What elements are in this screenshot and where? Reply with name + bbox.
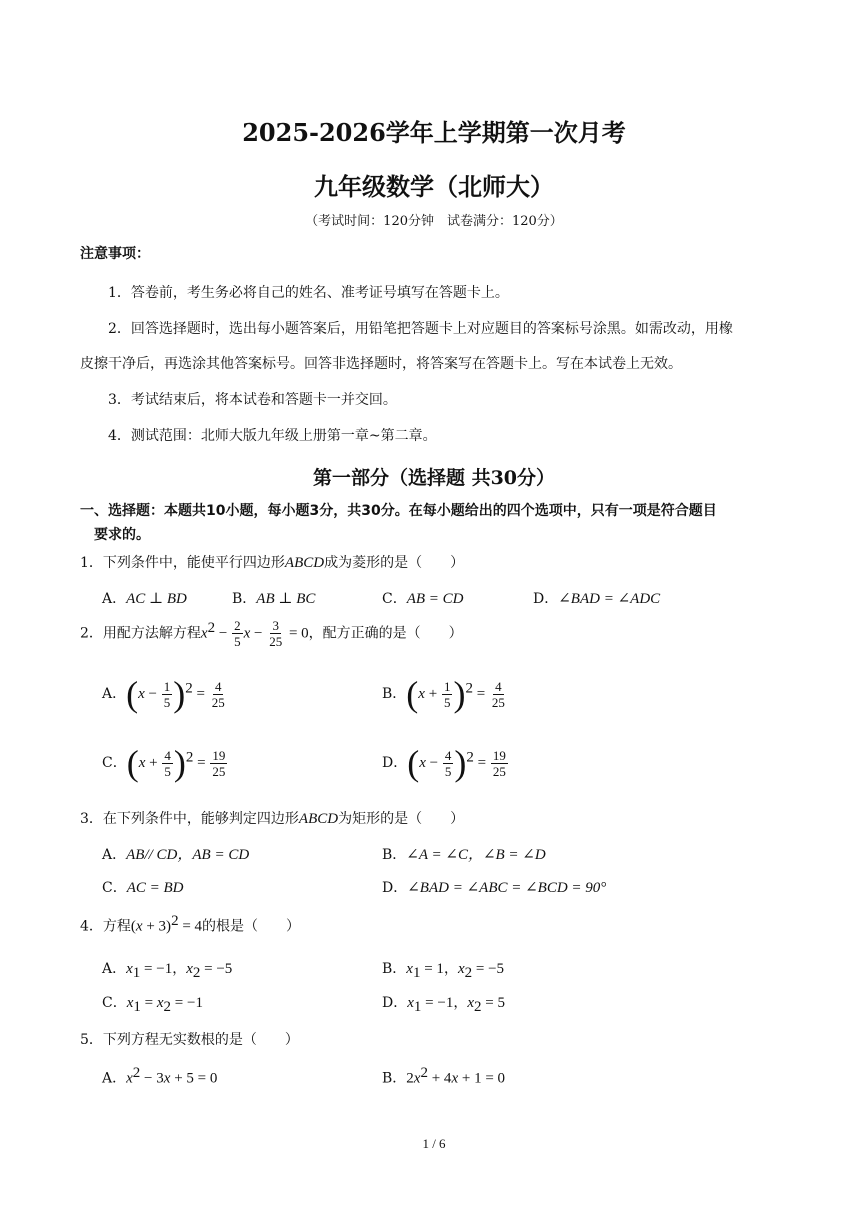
q2-option-a: A．(x − $\frac{1}{5}$ )$^2$ = $\frac{4}{25}$: [102, 674, 225, 714]
exam-title: 2025-2026学年上学期第一次月考: [242, 118, 626, 147]
question-1-stem: 1．下列条件中，能使平行四边形ABCD成为菱形的是（ ）: [80, 555, 465, 571]
notice-item-2: 2．回答选择题时，选出每小题答案后，用铅笔把答题卡上对应题目的答案标号涂黑。如需改动，用橡: [108, 321, 733, 337]
question-3-stem: 3．在下列条件中，能够判定四边形ABCD为矩形的是（ ）: [80, 811, 465, 827]
q4-option-a: A．$x_1 = -1$，$x_2 = -5$: [102, 961, 233, 981]
q4-option-d: D．$x_1 = -1$，$x_2 = 5$: [382, 995, 505, 1015]
section-instructions-cont: 要求的。: [94, 527, 150, 543]
q1-option-b: B．AB ⊥ BC: [232, 591, 316, 607]
q2-option-b: B．(x + $\frac{1}{5}$ )$^2$ = $\frac{4}{25}$: [382, 674, 505, 714]
exam-subject-title: 九年级数学（北师大）: [314, 172, 554, 201]
q4-option-b: B．$x_1 = 1$，$x_2 = -5$: [382, 961, 505, 981]
section-instructions: 一、选择题：本题共10小题，每小题3分，共30分。在每小题给出的四个选项中，只有一项是符合题目: [80, 503, 717, 519]
q5-option-a: A．$x^2 - 3x + 5 = 0$: [102, 1065, 218, 1087]
page-number: 1 / 6: [422, 1136, 446, 1151]
notice-item-4: 4．测试范围：北师大版九年级上册第一章~第二章。: [108, 428, 437, 444]
notice-heading: 注意事项：: [80, 246, 150, 262]
q1-option-c: C．AB = CD: [382, 591, 464, 607]
q1-option-d: D．∠BAD = ∠ADC: [533, 591, 661, 607]
q2-option-d: D．(x − $\frac{4}{5}$ )$^2$ = $\frac{19}{25}$: [382, 743, 506, 783]
part-one-title: 第一部分（选择题 共30分）: [312, 467, 556, 489]
q3-option-a: A．AB// CD，AB = CD: [102, 847, 250, 863]
notice-item-1: 1．答卷前，考生务必将自己的姓名、准考证号填写在答题卡上。: [108, 285, 509, 301]
notice-item-2-cont: 皮擦干净后，再选涂其他答案标号。回答非选择题时，将答案写在答题卡上。写在本试卷上无效。: [80, 356, 682, 372]
q3-option-c: C．AC = BD: [102, 880, 184, 896]
question-4-stem: 4．方程$(x + 3)^2 = 4$的根是（ ）: [80, 913, 301, 935]
q3-option-b: B．∠A = ∠C，∠B = ∠D: [382, 847, 546, 863]
question-5-stem: 5．下列方程无实数根的是（ ）: [80, 1032, 299, 1048]
q4-option-c: C．$x_1 = x_2 = -1$: [102, 995, 203, 1015]
question-2-stem: 2．用配方法解方程$x^2$ − $\frac{2}{5}$ x − $\frac{3}{25}$ = 0，配方正确的是（ ）: [80, 618, 463, 649]
q3-option-d: D．∠BAD = ∠ABC = ∠BCD = 90°: [382, 880, 607, 896]
notice-item-3: 3．考试结束后，将本试卷和答题卡一并交回。: [108, 392, 397, 408]
exam-info: （考试时间：120分钟 试卷满分：120分）: [305, 214, 563, 229]
q1-option-a: A．AC ⊥ BD: [102, 591, 187, 607]
q2-option-c: C．(x + $\frac{4}{5}$ )$^2$ = $\frac{19}{25}$: [102, 743, 226, 783]
q5-option-b: B．$2x^2 + 4x + 1 = 0$: [382, 1065, 506, 1087]
